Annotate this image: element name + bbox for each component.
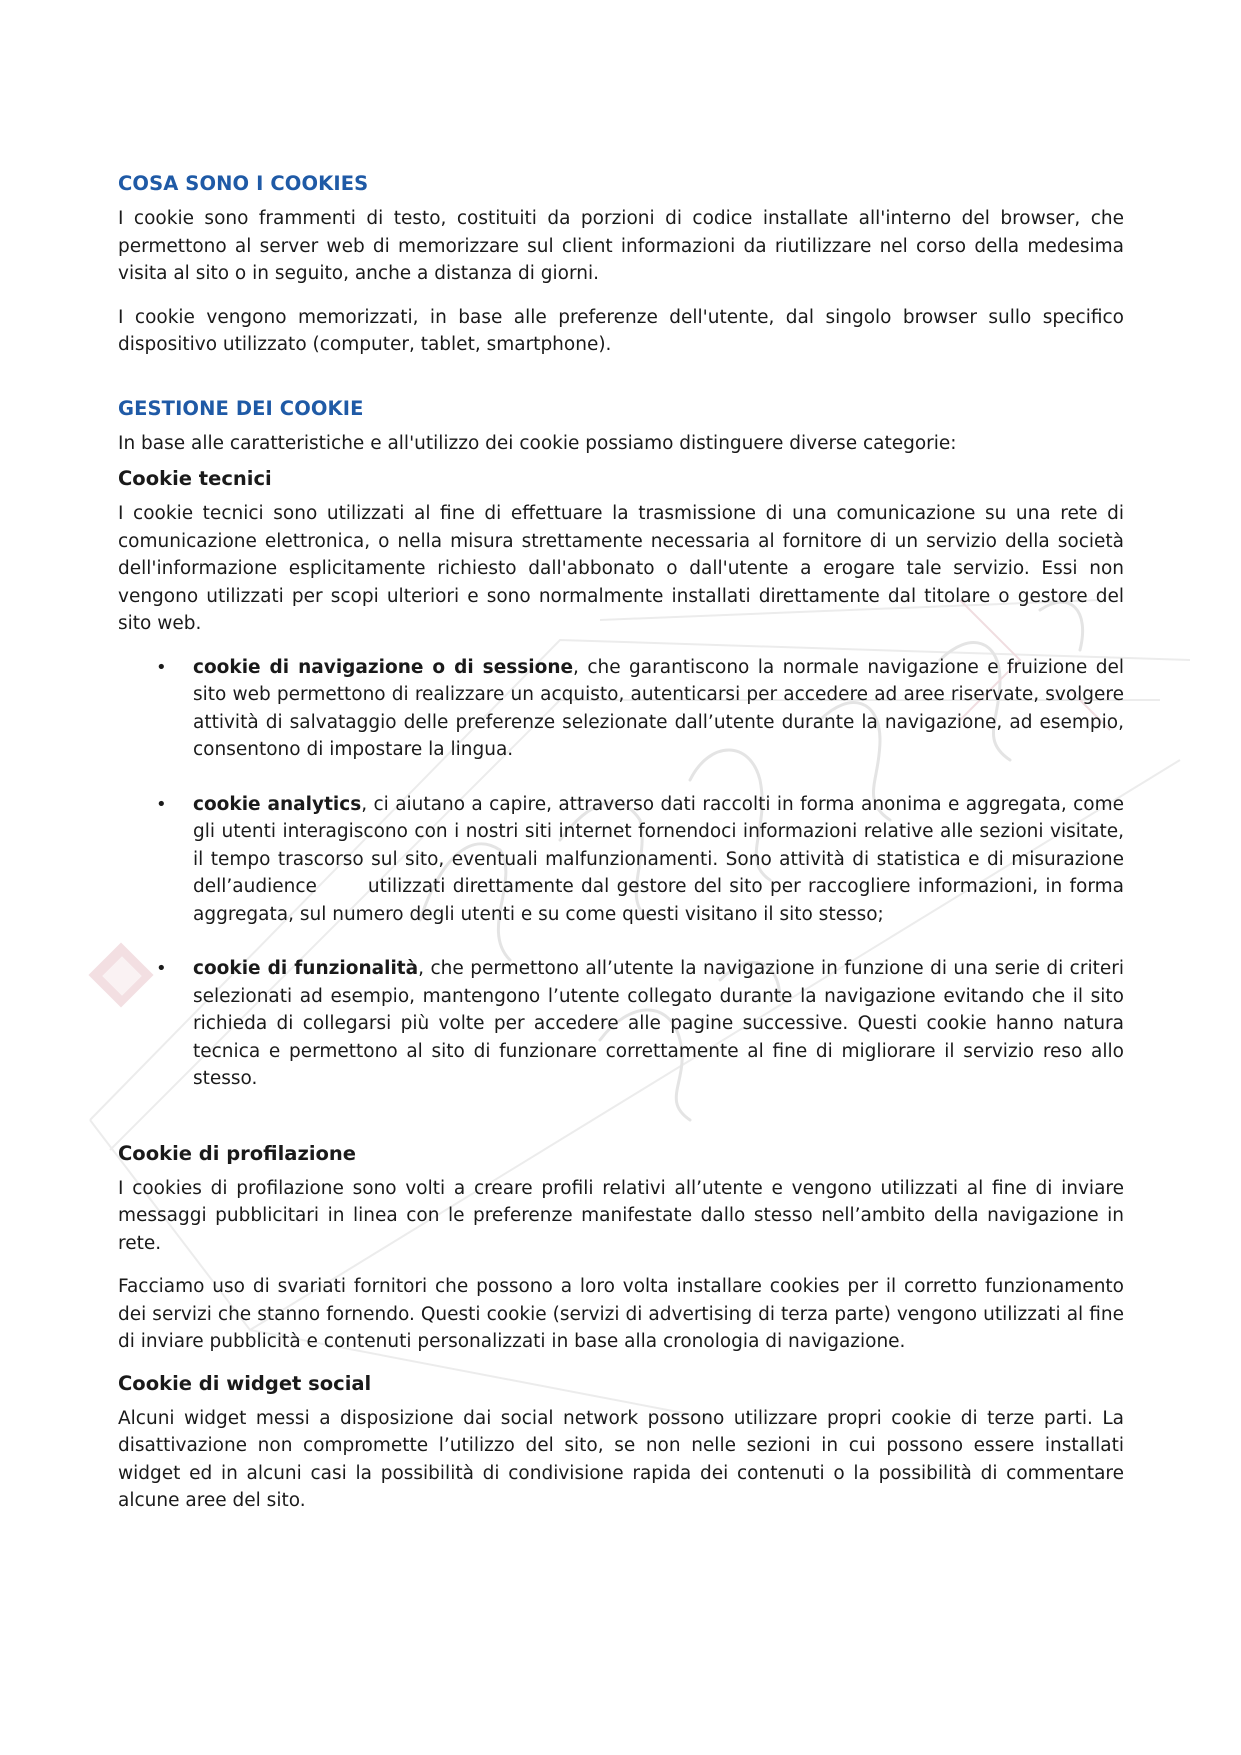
list-item-text: , che permettono all’utente la navigazione in funzione di una serie di criteri selezionati ad esempio, mantengono l’utente collegato durante la navigazione evitando che il sito richieda di collegarsi più volte per accedere alle pagine successive. Questi cookie hanno natura tecnica e permettono al sito di funzionare correttamente al fine di migliorare il servizio reso allo stesso. (193, 958, 1124, 1089)
paragraph: I cookie vengono memorizzati, in base alle preferenze dell'utente, dal singolo browser sullo specifico dispositivo utilizzato (computer, tablet, smartphone). (118, 306, 1124, 355)
list-item (118, 791, 1130, 929)
paragraph: I cookie sono frammenti di testo, costituiti da porzioni di codice installate all'interno del browser, che permettono al server web di memorizzare sul client informazioni da riutilizzare nel corso della medesima visita al sito o in seguito, anche a distanza di giorni. (118, 208, 1124, 284)
paragraph: Alcuni widget messi a disposizione dai social network possono utilizzare propri cookie di terze parti. La disattivazione non compromette l’utilizzo del sito, se non nelle sezioni in cui possono essere installati widget ed in alcuni casi la possibilità di condivisione rapida dei contenuti o la possibilità di commentare alcune aree del sito. (118, 1407, 1124, 1511)
paragraph: I cookies di profilazione sono volti a creare profili relativi all’utente e vengono utilizzati al fine di inviare messaggi pubblicitari in linea con le preferenze manifestate dallo stesso nell’ambito della navigazione in rete. (118, 1177, 1124, 1254)
paragraph: In base alle caratteristiche e all'utilizzo dei cookie possiamo distinguere diverse categorie: (118, 432, 957, 454)
list-item-term: cookie di navigazione o di sessione (193, 656, 574, 678)
list-item (118, 654, 1124, 764)
list-item-text: , ci aiutano a capire, attraverso dati raccolti in forma anonima e aggregata, come gli utenti interagiscono con i nostri siti internet fornendoci informazioni relative alle sezioni visitate, il tempo trascorso sul sito, eventuali malfunzionamenti. Sono attività di statistica e di misurazione dell’audience utilizzati direttamente dal gestore del sito per raccogliere informazioni, in forma aggregata, sul numero degli utenti e su come questi visitano il sito stesso; (193, 793, 1130, 925)
subheading-cookie-profilazione: Cookie di profilazione (118, 1141, 357, 1165)
paragraph: I cookie tecnici sono utilizzati al fine di effettuare la trasmissione di una comunicazione su una rete di comunicazione elettronica, o nella misura strettamente necessaria al fornitore di un servizio della società dell'informazione esplicitamente richiesto dall'abbonato o dall'utente a erogare tale servizio. Essi non vengono utilizzati per scopi ulteriori e sono normalmente installati direttamente dal titolare o gestore del sito web. (118, 503, 1124, 634)
list-item-term: cookie di funzionalità (193, 958, 419, 979)
list-item-text: , che garantiscono la normale navigazione e fruizione del sito web permettono di realizzare un acquisto, autenticarsi per accedere ad aree riservate, svolgere attività di salvataggio delle preferenze selezionate dall’utente durante la navigazione, ad esempio, consentono di impostare la lingua. (193, 656, 1124, 760)
paragraph: Facciamo uso di svariati fornitori che possono a loro volta installare cookies per il corretto funzionamento dei servizi che stanno fornendo. Questi cookie (servizi di advertising di terza parte) vengono utilizzati al fine di inviare pubblicità e contenuti personalizzati in base alla cronologia di navigazione. (118, 1276, 1124, 1352)
bullet-icon: • (156, 793, 167, 815)
bullet-icon: • (156, 656, 167, 678)
section-heading-gestione: GESTIONE DEI COOKIE (118, 396, 364, 420)
bullet-icon: • (156, 958, 167, 979)
subheading-cookie-widget-social: Cookie di widget social (118, 1371, 372, 1395)
list-item (118, 955, 1124, 1093)
cookie-types-list (118, 654, 1130, 1093)
list-item-term: cookie analytics (193, 793, 362, 815)
document-page (118, 172, 1130, 1531)
subheading-cookie-tecnici: Cookie tecnici (118, 467, 272, 490)
section-heading-cosa: COSA SONO I COOKIES (118, 172, 369, 195)
